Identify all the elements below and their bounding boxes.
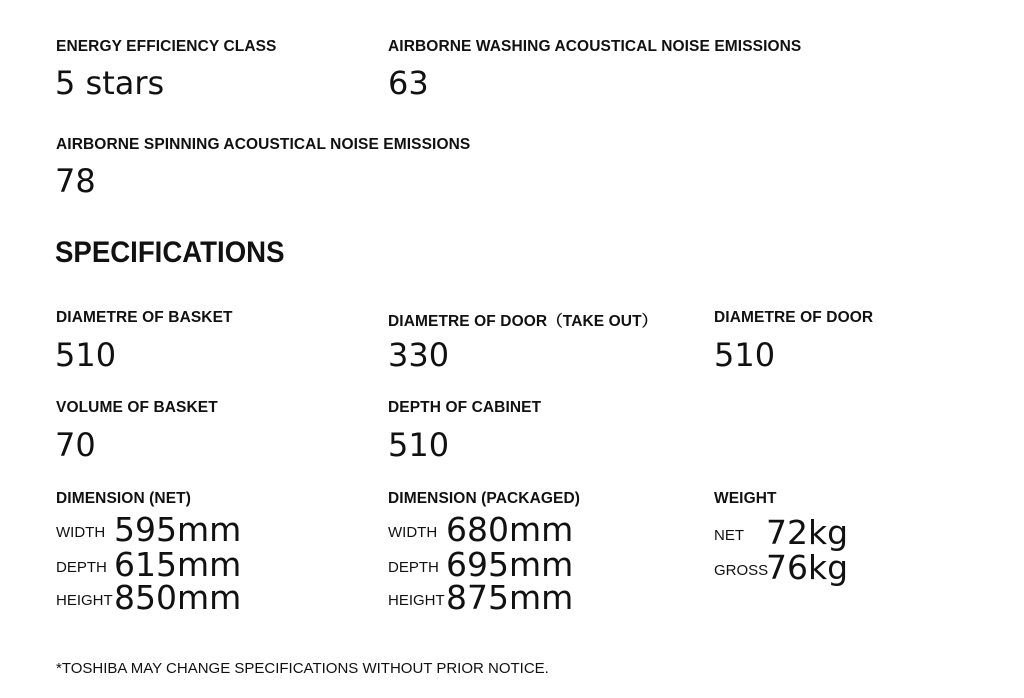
basket-volume-value: 70 bbox=[55, 426, 96, 464]
cabinet-depth-value: 510 bbox=[388, 426, 450, 464]
dimension-label: WIDTH bbox=[388, 524, 438, 541]
dimension-label: DEPTH bbox=[388, 559, 439, 576]
dimension-packaged-height-row bbox=[388, 580, 688, 616]
basket-diameter-value: 510 bbox=[55, 336, 117, 374]
dimension-value: 595mm bbox=[114, 510, 242, 549]
weight-gross-row bbox=[714, 550, 974, 586]
dimension-label: HEIGHT bbox=[388, 592, 445, 609]
dimension-value: 875mm bbox=[446, 578, 574, 617]
dimension-net-title: DIMENSION (NET) bbox=[56, 490, 191, 507]
spinning-noise-value: 78 bbox=[55, 162, 96, 200]
dimension-value: 850mm bbox=[114, 578, 242, 617]
dimension-net-width-row bbox=[56, 512, 356, 548]
dimension-label: DEPTH bbox=[56, 559, 107, 576]
dimension-value: 680mm bbox=[446, 510, 574, 549]
door-diameter-value: 510 bbox=[714, 336, 776, 374]
dimension-packaged-width-row bbox=[388, 512, 688, 548]
door-diameter-label: DIAMETRE OF DOOR bbox=[714, 309, 874, 326]
door-takeout-diameter-value: 330 bbox=[388, 336, 450, 374]
washing-noise-label: AIRBORNE WASHING ACOUSTICAL NOISE EMISSIONS bbox=[388, 38, 802, 55]
dimension-value: 695mm bbox=[446, 545, 574, 584]
energy-class-value: 5 stars bbox=[55, 64, 165, 102]
basket-diameter-label: DIAMETRE OF BASKET bbox=[56, 309, 233, 326]
weight-net-row bbox=[714, 515, 974, 551]
weight-title: WEIGHT bbox=[714, 490, 777, 507]
dimension-packaged-title: DIMENSION (PACKAGED) bbox=[388, 490, 581, 507]
washing-noise-value: 63 bbox=[388, 64, 429, 102]
weight-label: GROSS bbox=[714, 562, 769, 579]
dimension-label: HEIGHT bbox=[56, 592, 113, 609]
weight-value: 72kg bbox=[766, 513, 849, 552]
disclaimer-footnote: *TOSHIBA MAY CHANGE SPECIFICATIONS WITHOUT PRIOR NOTICE. bbox=[56, 660, 549, 677]
dimension-net-height-row bbox=[56, 580, 356, 616]
weight-label: NET bbox=[714, 527, 744, 544]
specifications-heading: SPECIFICATIONS bbox=[55, 236, 285, 269]
door-takeout-diameter-label: DIAMETRE OF DOOR（TAKE OUT） bbox=[388, 313, 658, 330]
weight-value: 76kg bbox=[766, 548, 849, 587]
dimension-value: 615mm bbox=[114, 545, 242, 584]
basket-volume-label: VOLUME OF BASKET bbox=[56, 399, 218, 416]
energy-class-label: ENERGY EFFICIENCY CLASS bbox=[56, 38, 277, 55]
cabinet-depth-label: DEPTH OF CABINET bbox=[388, 399, 542, 416]
spinning-noise-label: AIRBORNE SPINNING ACOUSTICAL NOISE EMISSIONS bbox=[56, 136, 471, 153]
dimension-label: WIDTH bbox=[56, 524, 106, 541]
